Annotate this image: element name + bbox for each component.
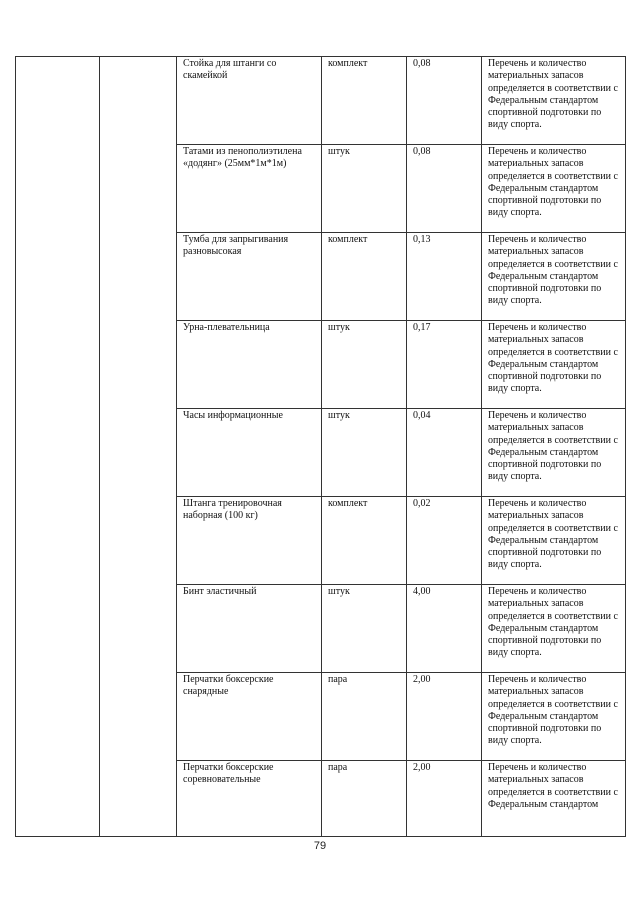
quantity-cell: 0,17 [407,321,482,409]
note-cell: Перечень и количество материальных запасов определяется в соответствии с Федеральным стандартом спортивной подготовки по виду спорта. [482,233,626,321]
unit-text: пара [328,762,348,773]
item-name-cell: Урна-плевательница [177,321,322,409]
item-name-cell: Часы информационные [177,409,322,497]
note-text: Перечень и количество материальных запасов определяется в соответствии с Федеральным стандартом [488,762,618,810]
item-name-cell: Стойка для штанги со скамейкой [177,57,322,145]
quantity-cell: 0,08 [407,57,482,145]
item-name-cell: Бинт эластичный [177,585,322,673]
item-name-cell [177,761,322,837]
unit-cell: штук [322,585,407,673]
item-name-cell: Штанга тренировочная наборная (100 кг) [177,497,322,585]
page-number: 79 [313,840,327,852]
unit-cell [322,761,407,837]
merged-cell-col2 [100,57,177,837]
note-cell: Перечень и количество материальных запасов определяется в соответствии с Федеральным стандартом спортивной подготовки по виду спорта. [482,57,626,145]
quantity-cell: 0,08 [407,145,482,233]
quantity-cell: 0,04 [407,409,482,497]
item-name-cell: Перчатки боксерские снарядные [177,673,322,761]
item-name-text: Перчатки боксерские соревновательные [183,762,274,786]
quantity-cell [407,761,482,837]
note-cell: Перечень и количество материальных запасов определяется в соответствии с Федеральным стандартом спортивной подготовки по виду спорта. [482,145,626,233]
note-cell: Перечень и количество материальных запасов определяется в соответствии с Федеральным стандартом спортивной подготовки по виду спорта. [482,409,626,497]
note-cell: Перечень и количество материальных запасов определяется в соответствии с Федеральным стандартом спортивной подготовки по виду спорта. [482,585,626,673]
unit-cell: штук [322,145,407,233]
note-cell: Перечень и количество материальных запасов определяется в соответствии с Федеральным стандартом спортивной подготовки по виду спорта. [482,321,626,409]
note-cell [482,761,626,837]
unit-cell: комплект [322,233,407,321]
item-name-cell: Тумба для запрыгивания разновысокая [177,233,322,321]
unit-cell: штук [322,409,407,497]
quantity-cell: 4,00 [407,585,482,673]
unit-cell: комплект [322,497,407,585]
quantity-cell: 2,00 [407,673,482,761]
materials-table [15,56,626,837]
quantity-text: 2,00 [413,762,431,773]
item-name-cell: Татами из пенополиэтилена «додянг» (25мм*1м*1м) [177,145,322,233]
quantity-cell: 0,02 [407,497,482,585]
unit-cell: комплект [322,57,407,145]
unit-cell: пара [322,673,407,761]
unit-cell: штук [322,321,407,409]
note-cell: Перечень и количество материальных запасов определяется в соответствии с Федеральным стандартом спортивной подготовки по виду спорта. [482,673,626,761]
quantity-cell: 0,13 [407,233,482,321]
merged-cell-col1 [16,57,100,837]
note-cell: Перечень и количество материальных запасов определяется в соответствии с Федеральным стандартом спортивной подготовки по виду спорта. [482,497,626,585]
table-row [16,57,626,145]
